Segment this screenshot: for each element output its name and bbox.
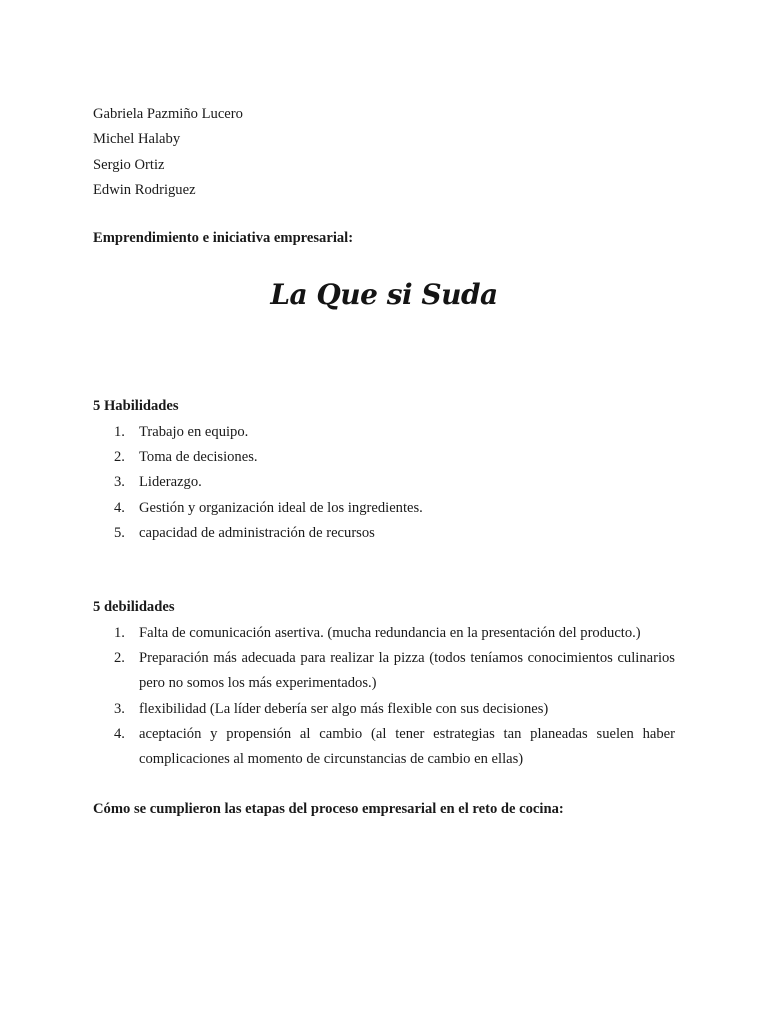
list-item-text: Falta de comunicación asertiva. (mucha redundancia en la presentación del producto.) [139, 625, 641, 641]
list-item [93, 470, 675, 495]
weaknesses-heading: 5 debilidades [93, 599, 175, 615]
list-number: 4. [114, 725, 125, 742]
author-list [93, 102, 243, 203]
document-title: La Que si Suda [270, 278, 498, 311]
list-number: 1. [114, 424, 125, 440]
list-item-text: capacidad de administración de recursos [139, 524, 375, 541]
list-number: 3. [114, 700, 125, 717]
list-item-text: Gestión y organización ideal de los ingredientes. [139, 499, 423, 516]
list-item [93, 521, 675, 546]
skills-list [93, 420, 675, 546]
skills-heading: 5 Habilidades [93, 398, 179, 414]
weaknesses-list [93, 621, 675, 772]
author-name: Edwin Rodriguez [93, 181, 196, 198]
list-number: 1. [114, 625, 125, 641]
document-page [93, 0, 675, 1024]
list-item-text: Trabajo en equipo. [139, 424, 249, 440]
list-number: 2. [114, 650, 125, 667]
list-number: 2. [114, 449, 125, 466]
list-item-text: flexibilidad (La líder debería ser algo más flexible con sus decisiones) [139, 700, 549, 717]
author-name: Gabriela Pazmiño Lucero [93, 106, 243, 122]
process-stages-heading: Cómo se cumplieron las etapas del proceso empresarial en el reto de cocina: [93, 801, 564, 817]
list-item [93, 420, 675, 445]
list-item [93, 697, 675, 722]
list-item-text: aceptación y propensión al cambio (al tener estrategias tan planeadas suelen haber complicaciones al momento de circunstancias de cambio en ellas) [139, 725, 675, 768]
list-number: 4. [114, 499, 125, 516]
list-item [93, 646, 675, 696]
course-heading: Emprendimiento e iniciativa empresarial: [93, 230, 354, 246]
list-item [93, 722, 675, 772]
list-item-text: Liderazgo. [139, 474, 202, 491]
list-item [93, 621, 675, 646]
list-number: 5. [114, 524, 125, 541]
list-item [93, 445, 675, 470]
list-number: 3. [114, 474, 125, 491]
list-item-text: Preparación más adecuada para realizar la pizza (todos teníamos conocimientos culinarios pero no somos los más experimentados.) [139, 650, 675, 692]
author-name: Michel Halaby [93, 131, 181, 148]
author-name: Sergio Ortiz [93, 156, 165, 173]
list-item-text: Toma de decisiones. [139, 449, 258, 466]
list-item [93, 496, 675, 521]
